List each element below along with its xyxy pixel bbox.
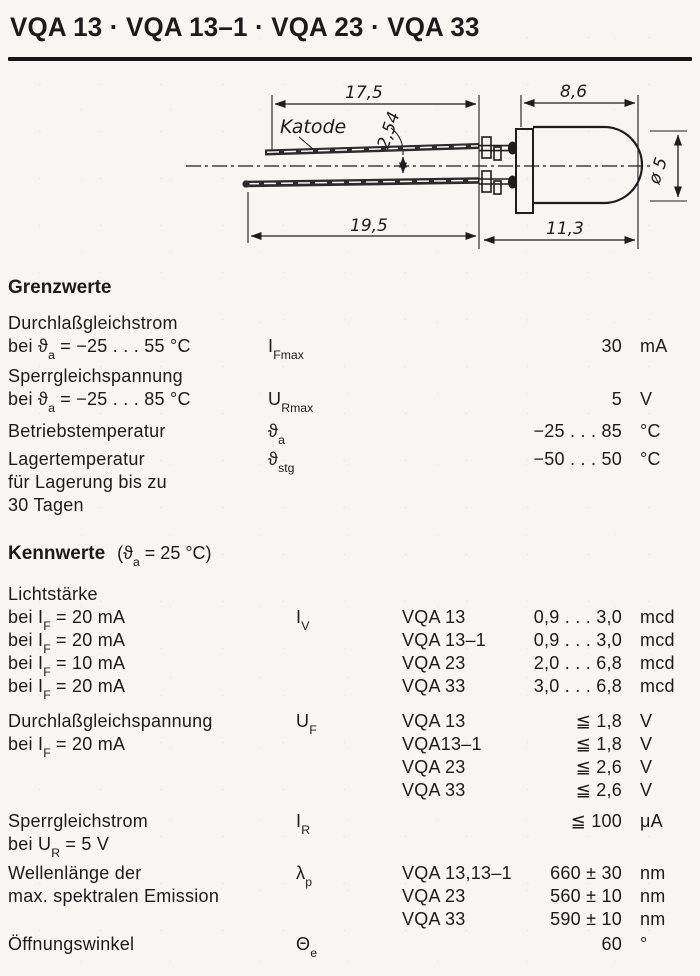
dim-11-3-label: 11,3 — [546, 219, 584, 239]
spec-symbol — [268, 312, 402, 363]
text-line: V — [640, 734, 653, 754]
text-line: $U_{Rmax}$ — [268, 389, 314, 416]
page-title: VQA 13 · VQA 13–1 · VQA 23 · VQA 33 — [10, 12, 480, 42]
text-line — [640, 583, 700, 606]
spec-symbol — [268, 862, 402, 931]
section-heading-kennwerte — [8, 543, 700, 570]
text-line — [268, 312, 402, 335]
spec-type — [402, 810, 526, 856]
text-line: VQA13–1 — [402, 734, 482, 754]
led-dimension-figure — [0, 70, 700, 268]
dim-8-6-label: 8,6 — [560, 82, 588, 102]
spec-row-durchlassgleichstrom — [0, 312, 700, 363]
text-line: nm — [640, 863, 666, 883]
text-line: Öffnungswinkel — [8, 934, 135, 954]
text-line: mcd — [640, 676, 675, 696]
text-line — [640, 312, 700, 335]
spec-unit — [622, 810, 700, 856]
dim-19-5-label: 19,5 — [350, 216, 388, 236]
text-line: VQA 13 — [402, 607, 466, 627]
text-line: mcd — [640, 607, 675, 627]
spec-row-durchlassgleichspannung — [0, 710, 700, 802]
text-line: Durchlaßgleichstrom — [8, 313, 178, 333]
text-line: Lichtstärke — [8, 584, 98, 604]
spec-unit — [622, 448, 700, 517]
katode-pin — [479, 137, 517, 160]
anode-pin — [479, 171, 517, 194]
spec-label — [8, 710, 268, 802]
section-heading-grenzwerte: Grenzwerte — [8, 277, 112, 298]
text-line: mcd — [640, 653, 675, 673]
text-line: mA — [640, 336, 668, 356]
spec-row-wellenlaenge — [0, 862, 700, 931]
text-line: VQA 13 — [402, 711, 466, 731]
spec-label — [8, 448, 268, 517]
led-body — [516, 127, 642, 213]
anode-lead — [242, 180, 479, 187]
text-line: Lagertemperatur — [8, 449, 145, 469]
dimension-labels — [280, 82, 672, 239]
text-line: ≦ 100 — [570, 811, 622, 831]
dim-diameter-label: ø 5 — [644, 155, 672, 187]
spec-type — [402, 933, 526, 956]
text-line: $U_F$ — [296, 711, 317, 738]
text-line: VQA 23 — [402, 653, 466, 673]
text-line: $ϑ_{stg}$ — [268, 449, 295, 476]
spec-value — [526, 810, 622, 856]
spec-symbol — [268, 448, 402, 517]
spec-unit — [622, 312, 700, 358]
spec-symbol — [268, 420, 402, 448]
text-line — [402, 312, 622, 335]
text-line: 0,9 . . . 3,0 — [533, 607, 622, 627]
spec-label — [8, 365, 268, 416]
text-line: ≦ 1,8 — [575, 711, 622, 731]
text-line: Durchlaßgleichspannung — [8, 711, 213, 731]
spec-row-oeffnungswinkel — [0, 933, 700, 961]
kennwerte-heading-text: Kennwerte — [8, 543, 106, 564]
dim-17-5-label: 17,5 — [345, 83, 383, 103]
spec-row-betriebstemperatur — [0, 420, 700, 448]
text-line: 590 ± 10 — [550, 909, 622, 929]
text-line: für Lagerung bis zu — [8, 472, 167, 492]
text-line: $I_{Fmax}$ — [268, 336, 304, 363]
text-line: bei $I_F = 20$ mA — [8, 607, 126, 634]
spec-unit — [622, 365, 700, 411]
text-line: $I_V$ — [296, 607, 310, 634]
spec-value — [402, 365, 622, 411]
text-line: μA — [640, 811, 663, 831]
spec-value — [402, 448, 622, 517]
text-line: 2,0 . . . 6,8 — [533, 653, 622, 673]
spec-label — [8, 583, 268, 703]
title-rule — [8, 57, 692, 61]
text-line: 60 — [601, 934, 622, 954]
text-line: V — [640, 780, 653, 800]
text-line: bei $I_F = 20$ mA — [8, 630, 126, 657]
spec-label — [8, 312, 268, 363]
text-line: ≦ 2,6 — [575, 780, 622, 800]
spec-value — [402, 420, 622, 443]
text-line — [296, 583, 402, 606]
dim-2-54-label: 2,54 — [373, 109, 405, 152]
text-line: $\lambda_p$ — [296, 863, 313, 890]
spec-value — [526, 862, 622, 931]
text-line — [640, 365, 700, 388]
text-line: VQA 33 — [402, 780, 466, 800]
text-line: $I_R$ — [296, 811, 311, 838]
spec-unit — [622, 420, 700, 443]
text-line: nm — [640, 909, 666, 929]
katode-lead — [265, 146, 479, 153]
spec-unit — [622, 710, 700, 802]
text-line: bei $I_F = 10$ mA — [8, 653, 126, 680]
text-line: bei $I_F = 20$ mA — [8, 676, 126, 703]
text-line: VQA 23 — [402, 886, 466, 906]
text-line: mcd — [640, 630, 675, 650]
text-line: 0,9 . . . 3,0 — [533, 630, 622, 650]
spec-value — [526, 933, 622, 956]
spec-row-lagertemperatur — [0, 448, 700, 517]
text-line: Betriebstemperatur — [8, 421, 166, 441]
text-line: bei $I_F = 20$ mA — [8, 734, 126, 761]
text-line: 3,0 . . . 6,8 — [533, 676, 622, 696]
text-line: $\Theta_e$ — [296, 934, 318, 961]
text-line: max. spektralen Emission — [8, 886, 220, 906]
spec-type — [402, 862, 526, 931]
text-line: V — [640, 757, 653, 777]
text-line: nm — [640, 886, 666, 906]
text-line: ≦ 1,8 — [575, 734, 622, 754]
text-line: $ϑ_a$ — [268, 421, 285, 448]
text-line: Wellenlänge der — [8, 863, 142, 883]
spec-row-lichtstaerke — [0, 583, 700, 703]
katode-label: Katode — [280, 116, 347, 138]
spec-value — [402, 312, 622, 358]
text-line — [268, 365, 402, 388]
text-line: 30 — [601, 336, 622, 356]
text-line: 560 ± 10 — [550, 886, 622, 906]
spec-row-sperrgleichspannung — [0, 365, 700, 416]
text-line: VQA 13,13–1 — [402, 863, 512, 883]
spec-label — [8, 862, 268, 931]
kennwerte-heading-condition: ($ϑ_a = 25$ °C) — [117, 543, 212, 570]
spec-symbol — [268, 583, 402, 698]
spec-row-sperrgleichstrom — [0, 810, 700, 861]
spec-type — [402, 710, 526, 802]
text-line: bei $ϑ_a = -25$ . . . 85 °C — [8, 389, 191, 416]
text-line — [526, 583, 622, 606]
text-line: bei $U_R = 5$ V — [8, 834, 110, 861]
spec-unit — [622, 862, 700, 931]
text-line: °C — [640, 421, 661, 441]
spec-unit — [622, 933, 700, 956]
spec-type — [402, 583, 526, 698]
text-line: VQA 23 — [402, 757, 466, 777]
spec-symbol — [268, 933, 402, 961]
spec-symbol — [268, 810, 402, 856]
text-line: V — [640, 389, 653, 409]
text-line: −50 . . . 50 — [533, 449, 622, 469]
spec-unit — [622, 583, 700, 698]
spec-symbol — [268, 365, 402, 416]
spec-label — [8, 810, 268, 861]
text-line: ≦ 2,6 — [575, 757, 622, 777]
spec-value — [526, 583, 622, 698]
text-line: Sperrgleichspannung — [8, 366, 183, 386]
spec-symbol — [268, 710, 402, 802]
text-line: °C — [640, 449, 661, 469]
text-line: VQA 33 — [402, 909, 466, 929]
text-line — [402, 365, 622, 388]
text-line: VQA 13–1 — [402, 630, 487, 650]
text-line: VQA 33 — [402, 676, 466, 696]
spec-value — [526, 710, 622, 802]
text-line: 30 Tagen — [8, 495, 84, 515]
spec-label — [8, 933, 268, 956]
text-line: bei $ϑ_a = -25$ . . . 55 °C — [8, 336, 191, 363]
text-line: Sperrgleichstrom — [8, 811, 149, 831]
text-line: V — [640, 711, 653, 731]
text-line: 660 ± 30 — [550, 863, 622, 883]
text-line: −25 . . . 85 — [533, 421, 622, 441]
text-line — [402, 583, 526, 606]
text-line: ° — [640, 934, 648, 954]
spec-label — [8, 420, 268, 443]
text-line: 5 — [611, 389, 622, 409]
